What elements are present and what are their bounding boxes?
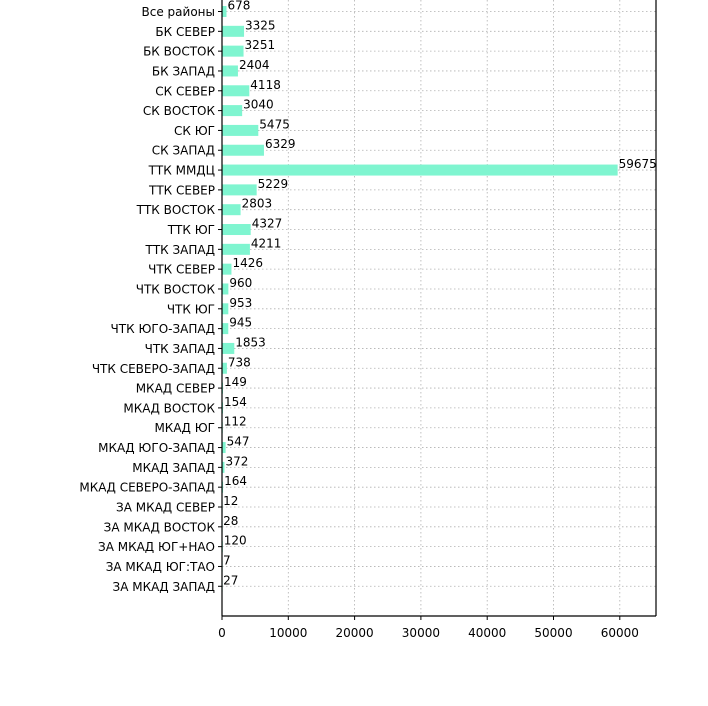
category-label: ЧТК ЮГ bbox=[166, 302, 215, 317]
category-label: МКАД ВОСТОК bbox=[123, 401, 215, 416]
value-label: 149 bbox=[223, 375, 247, 390]
value-label: 12 bbox=[223, 494, 239, 508]
labels bbox=[79, 0, 656, 640]
category-label: ТТК ЮГ bbox=[167, 223, 215, 238]
x-tick-label: 10000 bbox=[269, 626, 308, 640]
value-label: 5475 bbox=[259, 117, 290, 132]
category-label: ЗА МКАД СЕВЕР bbox=[116, 500, 215, 515]
bar bbox=[222, 65, 238, 76]
x-tick-label: 60000 bbox=[600, 626, 639, 640]
bar bbox=[222, 363, 227, 374]
category-label: ЗА МКАД ЮГ+НАО bbox=[98, 540, 215, 555]
category-label: ТТК СЕВЕР bbox=[148, 183, 215, 198]
x-tick-label: 40000 bbox=[468, 626, 507, 640]
value-label: 960 bbox=[229, 275, 253, 290]
value-label: 4211 bbox=[250, 236, 282, 251]
category-label: СК ВОСТОК bbox=[142, 104, 215, 119]
value-label: 3040 bbox=[243, 97, 274, 112]
value-label: 27 bbox=[223, 573, 239, 588]
value-label: 678 bbox=[227, 0, 251, 13]
category-label: МКАД СЕВЕР bbox=[135, 381, 215, 396]
value-label: 738 bbox=[227, 355, 251, 370]
value-label: 4327 bbox=[251, 216, 283, 231]
x-tick-label: 50000 bbox=[534, 626, 573, 640]
category-label: ЧТК СЕВЕР bbox=[148, 262, 215, 277]
value-label: 120 bbox=[223, 533, 247, 548]
category-label: СК ЮГ bbox=[174, 123, 215, 138]
value-label: 164 bbox=[224, 474, 247, 489]
bar bbox=[222, 184, 257, 195]
category-label: БК СЕВЕР bbox=[155, 24, 215, 39]
category-label: БК ВОСТОК bbox=[143, 44, 215, 59]
category-label: МКАД ЗАПАД bbox=[132, 460, 215, 475]
category-label: Все районы bbox=[141, 5, 215, 19]
category-label: ЗА МКАД ЮГ:ТАО bbox=[105, 559, 215, 574]
x-tick-label: 30000 bbox=[401, 626, 440, 640]
value-label: 547 bbox=[226, 434, 250, 449]
bar bbox=[222, 323, 228, 334]
value-label: 1426 bbox=[232, 256, 264, 271]
category-label: ЧТК ЮГО-ЗАПАД bbox=[110, 322, 215, 337]
category-label: ЗА МКАД ЗАПАД bbox=[112, 579, 215, 594]
value-label: 2404 bbox=[238, 57, 270, 72]
category-label: ТТК ММДЦ bbox=[148, 163, 215, 178]
value-label: 945 bbox=[229, 315, 253, 330]
value-label: 59675 bbox=[618, 157, 657, 172]
value-label: 7 bbox=[223, 553, 231, 568]
bar bbox=[222, 264, 231, 275]
category-label: ЧТК СЕВЕРО-ЗАПАД bbox=[91, 361, 215, 376]
bar bbox=[222, 244, 250, 255]
x-tick-label: 20000 bbox=[335, 626, 374, 640]
category-label: СК ЗАПАД bbox=[151, 143, 215, 158]
bar bbox=[222, 46, 244, 57]
value-label: 6329 bbox=[264, 137, 296, 152]
bar bbox=[222, 26, 244, 37]
bar bbox=[222, 125, 258, 136]
bar bbox=[222, 165, 618, 176]
bars bbox=[222, 6, 618, 592]
category-label: МКАД СЕВЕРО-ЗАПАД bbox=[79, 480, 215, 495]
category-label: ЧТК ЗАПАД bbox=[144, 341, 215, 356]
value-label: 3325 bbox=[245, 18, 276, 33]
value-label: 28 bbox=[223, 513, 239, 528]
category-label: МКАД ЮГО-ЗАПАД bbox=[98, 441, 215, 456]
value-label: 953 bbox=[229, 295, 253, 310]
value-label: 154 bbox=[224, 394, 247, 409]
bar bbox=[222, 283, 228, 294]
category-label: ЗА МКАД ВОСТОК bbox=[103, 520, 215, 535]
value-label: 112 bbox=[223, 414, 247, 429]
value-label: 372 bbox=[225, 454, 249, 469]
bar bbox=[222, 105, 242, 116]
category-label: БК ЗАПАД bbox=[151, 64, 215, 79]
bar bbox=[222, 224, 251, 235]
value-label: 2803 bbox=[241, 196, 273, 211]
category-label: СК СЕВЕР bbox=[155, 84, 215, 99]
category-label: ЧТК ВОСТОК bbox=[135, 282, 215, 297]
bar bbox=[222, 85, 249, 96]
x-tick-label: 0 bbox=[218, 626, 226, 640]
bar bbox=[222, 145, 264, 156]
value-label: 1853 bbox=[235, 335, 266, 350]
bar bbox=[222, 204, 241, 215]
bar bbox=[222, 6, 226, 17]
bar bbox=[222, 343, 234, 354]
value-label: 5229 bbox=[257, 176, 289, 191]
category-label: ТТК ЗАПАД bbox=[145, 242, 215, 257]
bar bbox=[222, 303, 228, 314]
value-label: 4118 bbox=[250, 77, 281, 92]
value-label: 3251 bbox=[244, 38, 276, 53]
category-label: ТТК ВОСТОК bbox=[136, 203, 215, 218]
category-label: МКАД ЮГ bbox=[154, 421, 215, 436]
grid-layer bbox=[222, 0, 656, 616]
